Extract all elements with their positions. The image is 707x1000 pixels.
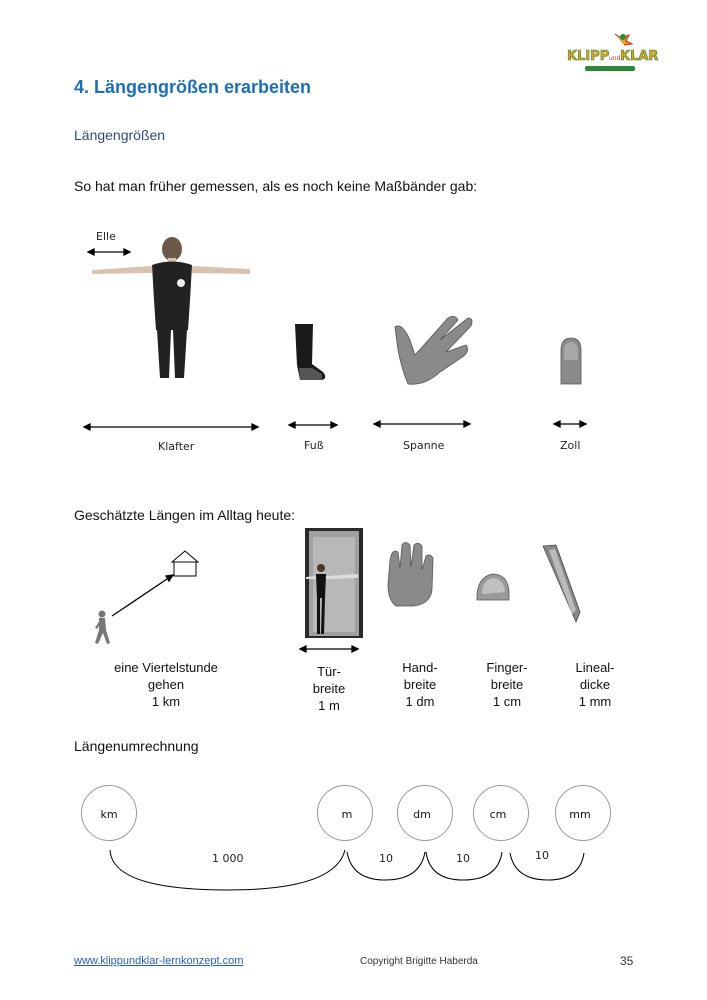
- caption-mm-line-2: dicke: [579, 677, 611, 692]
- page-number: 35: [620, 954, 634, 968]
- elle-label: Elle: [96, 230, 116, 243]
- fuss-label: Fuß: [304, 439, 324, 452]
- unit-label-mm: mm: [569, 808, 591, 821]
- unit-label-km: km: [100, 808, 118, 821]
- factor-m-dm: 10: [379, 852, 393, 865]
- footer-website-link[interactable]: www.klippundklar-lernkonzept.com: [74, 955, 244, 967]
- caption-mm-line-1: Lineal-: [575, 660, 615, 675]
- unit-label-m: m: [341, 808, 353, 821]
- zoll-label: Zoll: [560, 439, 581, 452]
- svg-text:KLIPP: KLIPP: [567, 49, 610, 64]
- caption-dm-line-2: breite: [403, 677, 437, 692]
- factor-dm-cm: 10: [456, 852, 470, 865]
- conversion-heading: Längenumrechnung: [74, 738, 199, 754]
- page-title: 4. Längengrößen erarbeiten: [74, 77, 312, 97]
- unit-label-cm: cm: [489, 808, 507, 821]
- klafter-label: Klafter: [158, 440, 195, 453]
- spanne-label: Spanne: [403, 439, 445, 452]
- factor-cm-mm: 10: [535, 849, 549, 862]
- caption-m-line-1: Tür-: [317, 664, 341, 679]
- caption-cm-line-2: breite: [490, 677, 524, 692]
- caption-cm-line-3: 1 cm: [492, 694, 522, 709]
- caption-dm-line-1: Hand-: [402, 660, 438, 675]
- caption-km-line-3: 1 km: [151, 694, 181, 709]
- factor-km-m: 1 000: [212, 852, 244, 865]
- svg-text:und: und: [609, 55, 621, 62]
- caption-m-line-2: breite: [312, 681, 346, 696]
- caption-km-line-2: gehen: [147, 677, 185, 692]
- caption-m-line-3: 1 m: [318, 698, 340, 713]
- svg-text:KLAR: KLAR: [620, 49, 659, 64]
- caption-dm-line-3: 1 dm: [405, 694, 435, 709]
- section-subtitle: Längengrößen: [74, 127, 166, 143]
- today-intro-text: Geschätzte Längen im Alltag heute:: [74, 507, 296, 523]
- footer-copyright: Copyright Brigitte Haberda: [360, 956, 478, 967]
- unit-label-dm: dm: [413, 808, 431, 821]
- caption-mm-line-3: 1 mm: [578, 694, 612, 709]
- past-intro-text: So hat man früher gemessen, als es noch keine Maßbänder gab:: [74, 178, 478, 194]
- caption-km-line-1: eine Viertelstunde: [114, 660, 218, 675]
- caption-cm-line-1: Finger-: [486, 660, 528, 675]
